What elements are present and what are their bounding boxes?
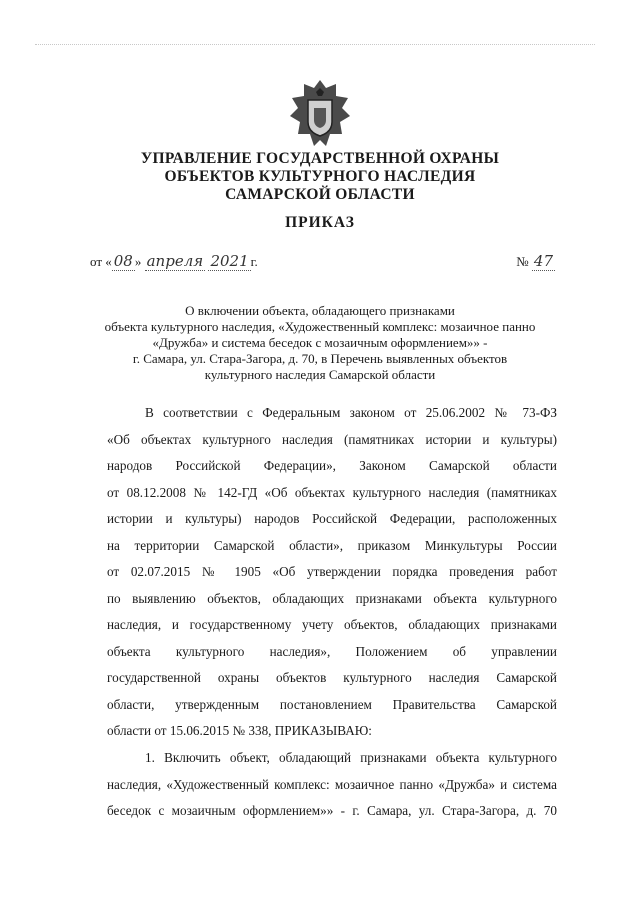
paragraph-line: области, утвержденным постановлением Правительства Самарской (107, 696, 557, 712)
subject-line-2: объекта культурного наследия, «Художественный комплекс: мозаичное панно (104, 319, 536, 334)
paragraph-line: истории и культуры) народов Российской Федерации, расположенных (107, 511, 557, 526)
coat-of-arms-emblem (286, 78, 354, 152)
paragraph-line: на территории Самарской области», приказом Минкультуры России (107, 537, 557, 553)
date-suffix: г. (250, 254, 258, 269)
org-name-line-1: УПРАВЛЕНИЕ ГОСУДАРСТВЕННОЙ ОХРАНЫ (140, 150, 500, 167)
date-number-row (90, 250, 555, 274)
date-month-handwritten: апреля (146, 252, 204, 270)
order-title: ПРИКАЗ (285, 214, 355, 231)
order-number (516, 252, 555, 270)
org-name-line-3: САМАРСКОЙ ОБЛАСТИ (225, 186, 415, 203)
paragraph-line: по выявлению объектов, обладающих признаками объекта культурного (107, 590, 557, 606)
paragraph-line: 1. Включить объект, обладающий признаками объекта культурного (145, 750, 557, 765)
paragraph-line: беседок с мозаичным оформлением»» - г. Самара, ул. Стара-Загора, д. 70 (107, 803, 557, 818)
subject-line-4: г. Самара, ул. Стара-Загора, д. 70, в Перечень выявленных объектов (132, 351, 508, 366)
paragraph-line: «Об объектах культурного наследия (памятниках истории и культуры) (107, 431, 557, 447)
date-day-handwritten: 08 (113, 252, 133, 270)
order-date (90, 252, 258, 270)
subject-line-5: культурного наследия Самарской области (204, 367, 436, 382)
paragraph-line: от 02.07.2015 № 1905 «Об утверждении порядка проведения работ (107, 564, 557, 579)
paragraph-line: от 08.12.2008 № 142-ГД «Об объектах культурного наследия (памятниках (107, 484, 557, 500)
body-paragraph-1 (107, 400, 557, 745)
body-paragraph-2 (107, 745, 557, 825)
paragraph-line: В соответствии с Федеральным законом от 25.06.2002 № 73-ФЗ (145, 405, 557, 420)
date-mid: » (134, 254, 142, 269)
date-year-handwritten: 2021 (210, 252, 249, 270)
date-prefix: от « (90, 254, 112, 269)
paragraph-line: наследия, и государственному учету объектов, обладающих признаками (107, 617, 557, 632)
paragraph-line: объекта культурного наследия», Положением об управлении (107, 643, 557, 659)
subject-line-1: О включении объекта, обладающего признаками (185, 303, 455, 318)
subject-line-3: «Дружба» и система беседок с мозаичным оформлением»» - (152, 335, 488, 350)
paragraph-line: государственной охраны объектов культурного наследия Самарской (107, 670, 557, 685)
paragraph-line: народов Российской Федерации», Законом Самарской области (107, 458, 557, 473)
paragraph-line: области от 15.06.2015 № 338, ПРИКАЗЫВАЮ: (107, 723, 372, 738)
number-label: № (516, 254, 529, 269)
number-handwritten: 47 (533, 252, 553, 270)
scan-artifact-line (35, 44, 595, 45)
org-name-line-2: ОБЪЕКТОВ КУЛЬТУРНОГО НАСЛЕДИЯ (164, 168, 476, 185)
paragraph-line: наследия, «Художественный комплекс: мозаичное панно «Дружба» и система (107, 776, 557, 792)
